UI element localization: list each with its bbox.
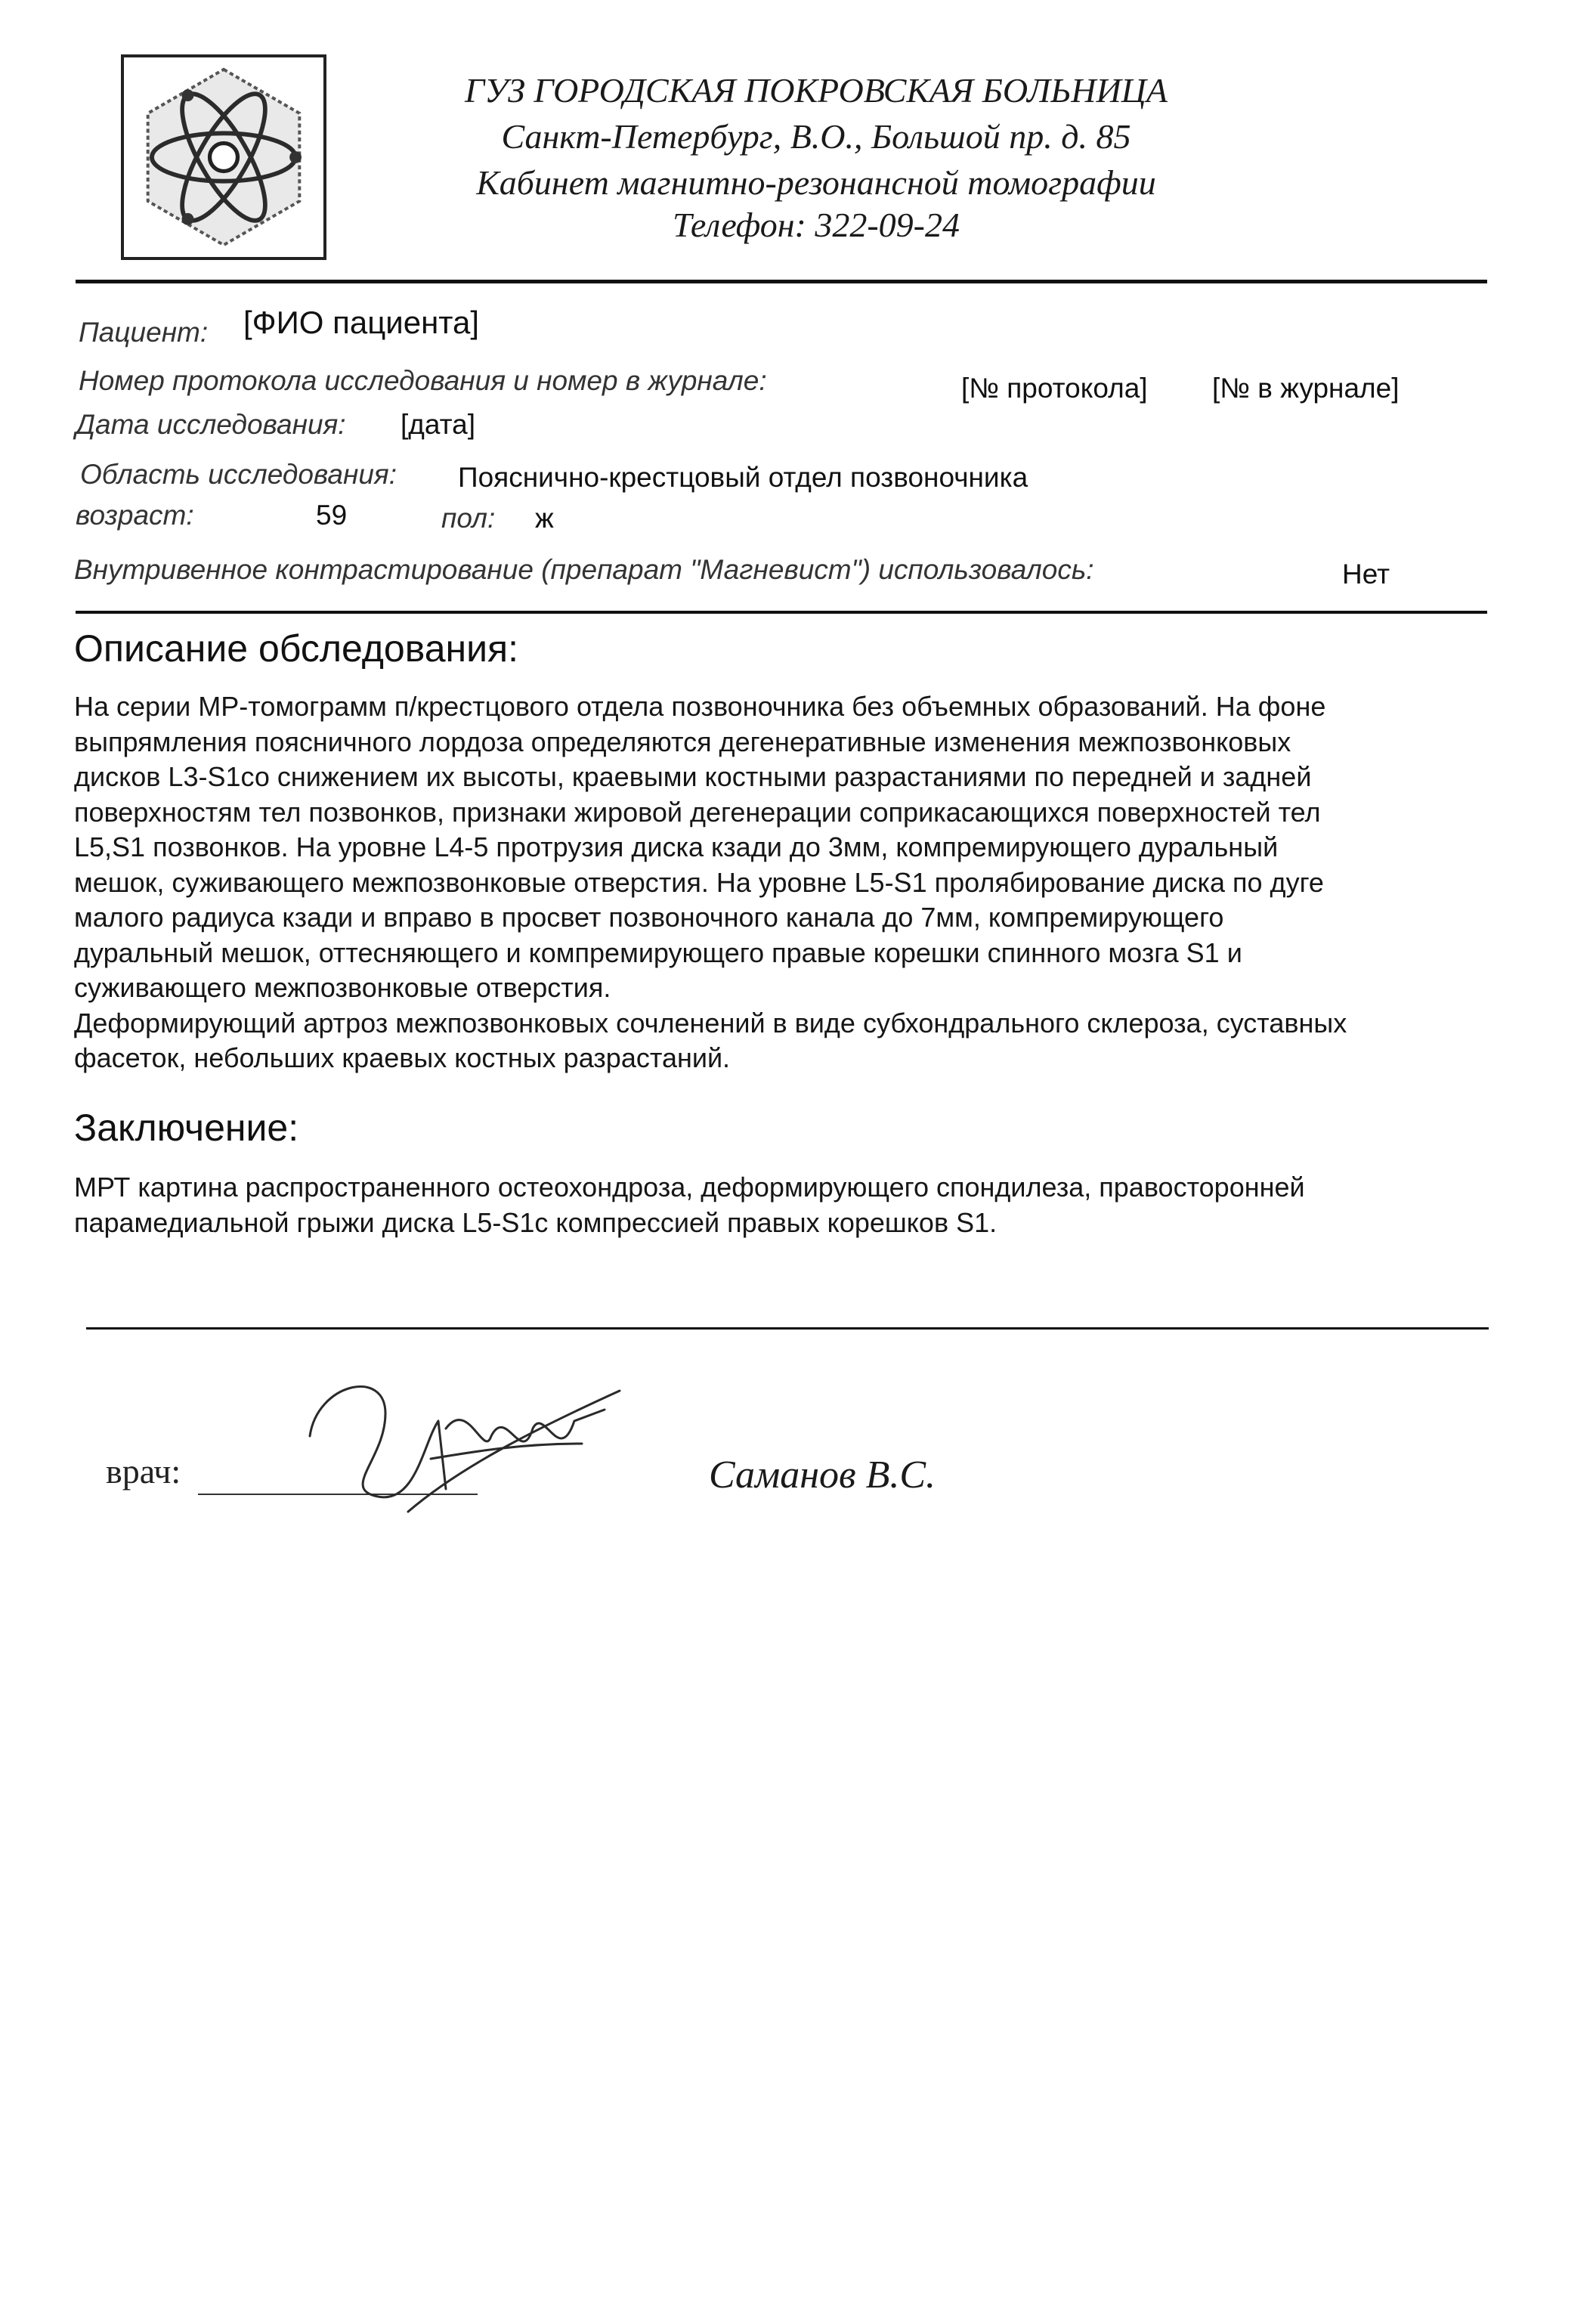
sex-value: ж (535, 503, 554, 534)
area-label: Область исследования: (80, 459, 397, 490)
department-name: Кабинет магнитно-резонансной томографии (476, 163, 1156, 202)
hospital-logo (121, 54, 326, 260)
journal-number: [№ в журнале] (1212, 373, 1400, 404)
exam-date: [дата] (401, 409, 476, 440)
contrast-label: Внутривенное контрастирование (препарат "Магневист") использовалось: (74, 554, 1094, 585)
doctor-label: врач: (106, 1452, 181, 1491)
conclusion-text: МРТ картина распространенного остеохондроза, деформирующего спондилеза, правосторонней парамедиальной грыжи диска L5-S1с компрессией правых корешков S1. (74, 1172, 1305, 1238)
patient-name: [ФИО пациента] (243, 305, 480, 340)
signature-divider (86, 1327, 1489, 1330)
conclusion-heading: Заключение: (74, 1107, 299, 1149)
info-divider (76, 611, 1487, 614)
description-text: На серии МР-томограмм п/крестцового отдела позвоночника без объемных образований. На фоне выпрямления поясничного лордоза определяются дегенеративные изменения межпозвонковых дисков L3-S1со снижением их высоты, краевыми костными разрастаниями по передней и задней поверхностям тел позвонков, признаки жировой дегенерации соприкасающихся поверхностей тел L5,S1 позвонков. На уровне L4-5 протрузия диска кзади до 3мм, компремирующего дуральный мешок, суживающего межпозвонковые отверстия. На уровне L5-S1 пролябирование диска по дуге малого радиуса кзади и вправо в просвет позвоночного канала до 7мм, компремирующего дуральный мешок, оттесняющего и компремирующего правые корешки спинного мозга S1 и суживающего межпозвонковые отверстия. Деформирующий артроз межпозвонковых сочленений в виде субхондрального склероза, суставных фасеток, небольших краевых костных разрастаний. (74, 691, 1347, 1073)
sex-label: пол: (441, 503, 496, 534)
doctor-signature (295, 1338, 627, 1527)
exam-area: Пояснично-крестцовый отдел позвоночника (458, 462, 1028, 493)
date-label: Дата исследования: (76, 409, 346, 440)
atom-emblem-icon (124, 57, 323, 257)
age-label: возраст: (76, 500, 194, 531)
hospital-address: Санкт-Петербург, В.О., Большой пр. д. 85 (501, 117, 1131, 156)
hospital-phone: Телефон: 322-09-24 (673, 206, 960, 244)
description-heading: Описание обследования: (74, 627, 519, 670)
header-divider (76, 280, 1487, 283)
doctor-name: Саманов В.С. (709, 1453, 936, 1497)
age-value: 59 (316, 500, 348, 531)
contrast-value: Нет (1342, 559, 1390, 590)
hospital-name: ГУЗ ГОРОДСКАЯ ПОКРОВСКАЯ БОЛЬНИЦА (464, 71, 1168, 110)
protocol-label: Номер протокола исследования и номер в журнале: (79, 365, 767, 396)
protocol-number: [№ протокола] (961, 373, 1148, 404)
patient-label: Пациент: (79, 317, 209, 348)
